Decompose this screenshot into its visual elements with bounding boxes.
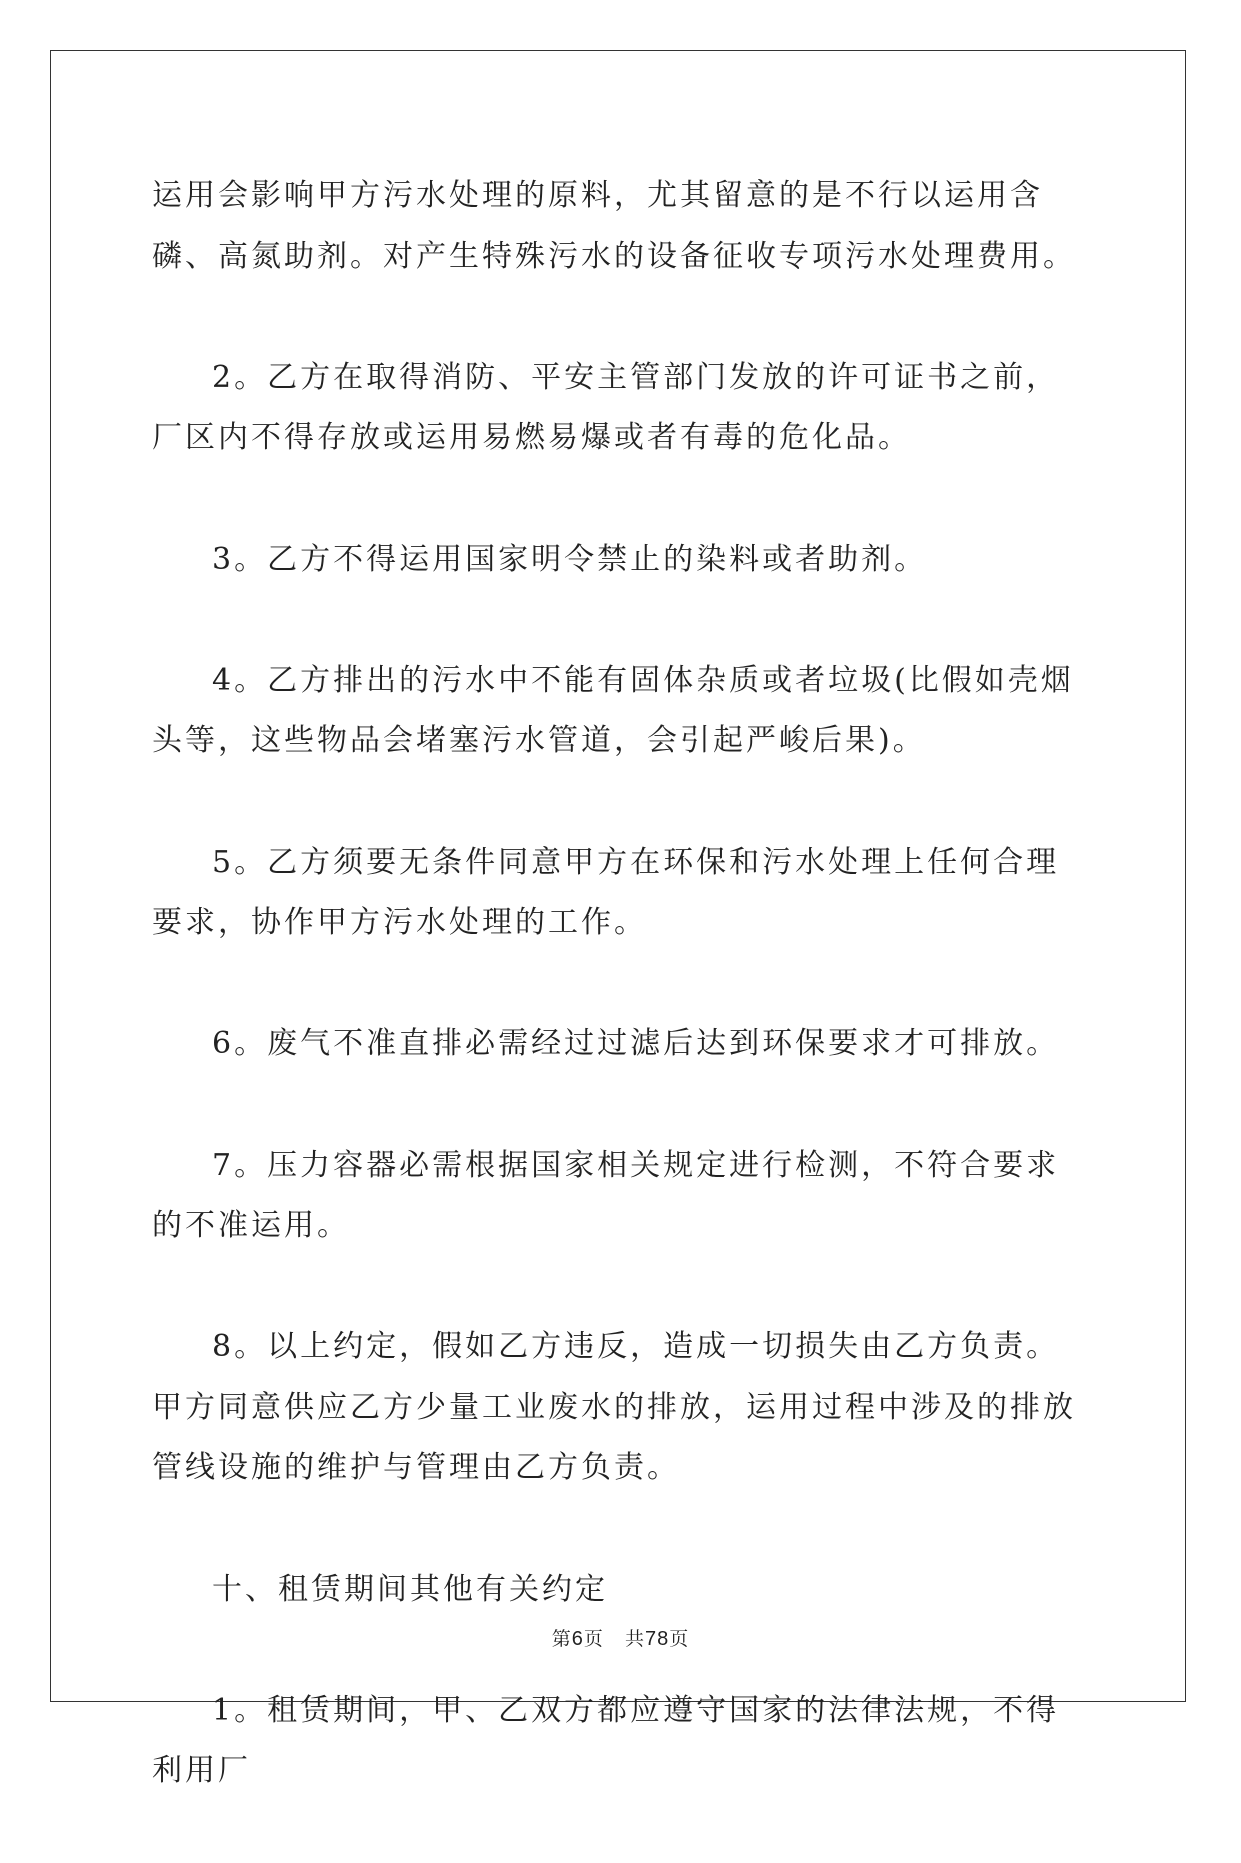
- page-suffix: 页: [583, 1628, 604, 1650]
- page-footer: [0, 1624, 1241, 1651]
- paragraph-section-item-1: 1。租赁期间，甲、乙双方都应遵守国家的法律法规，不得利用厂: [152, 1692, 1060, 1789]
- paragraph-item-7: 7。压力容器必需根据国家相关规定进行检测，不符合要求的不准运用。: [152, 1147, 1060, 1244]
- document-body: [152, 166, 1088, 1863]
- paragraph-item-5: 5。乙方须要无条件同意甲方在环保和污水处理上任何合理要求，协作甲方污水处理的工作。: [152, 844, 1060, 941]
- section-heading: 十、租赁期间其他有关约定: [212, 1571, 608, 1607]
- paragraph-item-2: 2。乙方在取得消防、平安主管部门发放的许可证书之前，厂区内不得存放或运用易燃易爆或者有毒的危化品。: [152, 359, 1060, 456]
- paragraph-continuation: 运用会影响甲方污水处理的原料，尤其留意的是不行以运用含磷、高氮助剂。对产生特殊污水的设备征收专项污水处理费用。: [152, 178, 1076, 274]
- paragraph-item-6: 6。废气不准直排必需经过过滤后达到环保要求才可排放。: [212, 1026, 1060, 1062]
- paragraph-item-3: 3。乙方不得运用国家明令禁止的染料或者助剂。: [212, 541, 928, 577]
- total-prefix: 共: [625, 1628, 646, 1650]
- total-suffix: 页: [669, 1628, 690, 1650]
- total-pages: 78: [645, 1628, 670, 1650]
- paragraph-item-8: 8。以上约定，假如乙方违反，造成一切损失由乙方负责。甲方同意供应乙方少量工业废水的排放，运用过程中涉及的排放管线设施的维护与管理由乙方负责。: [152, 1329, 1076, 1486]
- page-number: 6: [571, 1628, 584, 1650]
- paragraph-item-4: 4。乙方排出的污水中不能有固体杂质或者垃圾(比假如壳烟头等，这些物品会堵塞污水管道，会引起严峻后果)。: [152, 662, 1074, 759]
- page-prefix: 第: [551, 1628, 572, 1650]
